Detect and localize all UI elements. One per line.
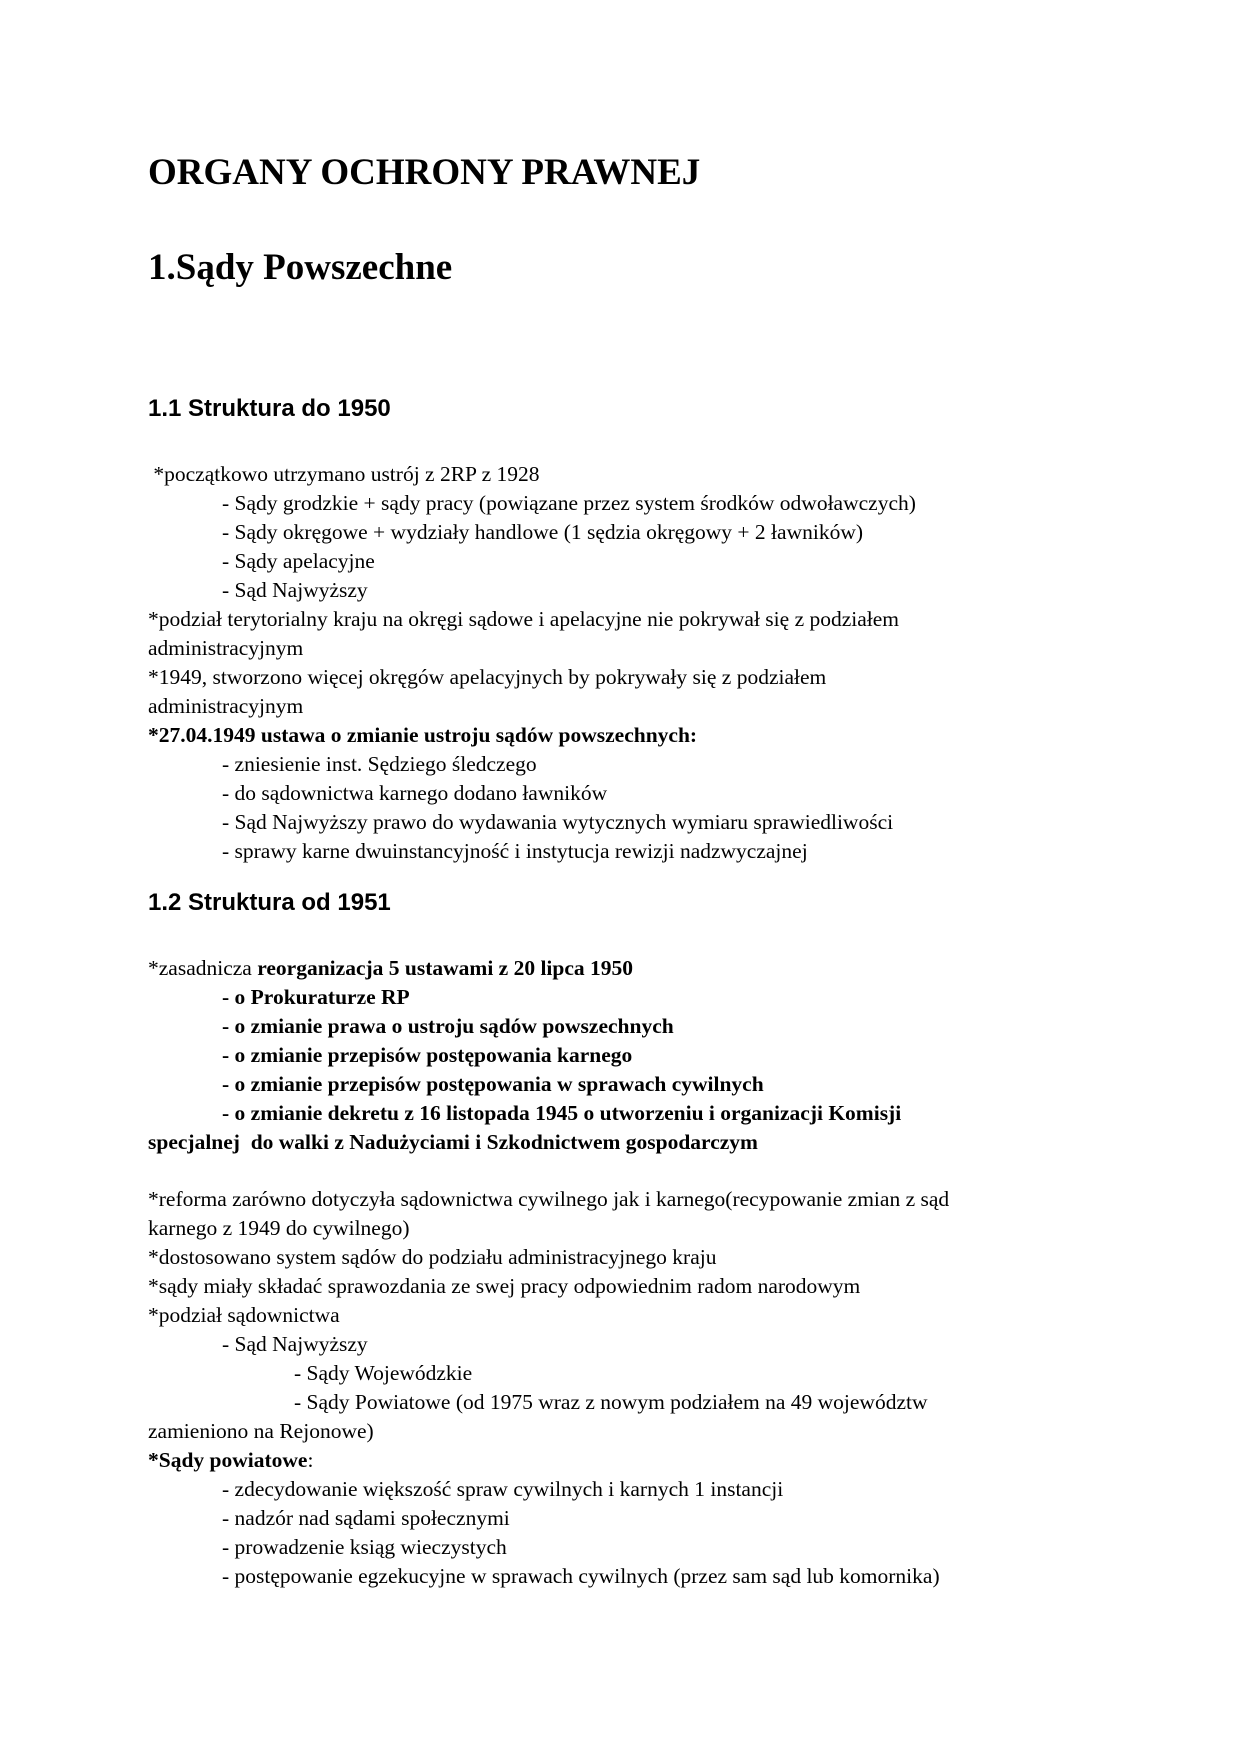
list-item-division-cont: zamieniono na Rejonowe) [148, 1419, 374, 1443]
reorganization-bold: reorganizacja 5 ustawami z 20 lipca 1950 [257, 956, 634, 980]
list-item-act: - Sąd Najwyższy prawo do wydawania wytycznych wymiaru sprawiedliwości [222, 810, 894, 834]
list-item-court: - Sądy grodzkie + sądy pracy (powiązane przez system środków odwoławczych) [222, 491, 916, 515]
district-courts-colon: : [307, 1448, 314, 1472]
paragraph-territorial-cont: administracyjnym [148, 636, 304, 660]
list-item-division: - Sąd Najwyższy [222, 1332, 368, 1356]
list-item-law: - o zmianie prawa o ustroju sądów powszechnych [222, 1014, 674, 1038]
list-item-court: - Sąd Najwyższy [222, 578, 368, 602]
paragraph-1949-cont: administracyjnym [148, 694, 304, 718]
list-item-act: - do sądownictwa karnego dodano ławników [222, 781, 608, 805]
paragraph-reform: *reforma zarówno dotyczyła sądownictwa cywilnego jak i karnego(recypowanie zmian z sąd [148, 1187, 950, 1211]
paragraph-reports: *sądy miały składać sprawozdania ze swej pracy odpowiednim radom narodowym [148, 1274, 861, 1298]
subsection-heading-1-2: 1.2 Struktura od 1951 [148, 889, 391, 916]
list-item-law: - o zmianie przepisów postępowania w sprawach cywilnych [222, 1072, 764, 1096]
list-item-division: - Sądy Powiatowe (od 1975 wraz z nowym podziałem na 49 województw [294, 1390, 928, 1414]
list-item-act: - sprawy karne dwuinstancyjność i instytucja rewizji nadzwyczajnej [222, 839, 808, 863]
subsection-heading-1-1: 1.1 Struktura do 1950 [148, 395, 391, 422]
list-item-district: - postępowanie egzekucyjne w sprawach cywilnych (przez sam sąd lub komornika) [222, 1564, 940, 1588]
list-item-district: - nadzór nad sądami społecznymi [222, 1506, 510, 1530]
list-item-law: - o zmianie dekretu z 16 listopada 1945 o utworzeniu i organizacji Komisji [222, 1101, 902, 1125]
act-heading: *27.04.1949 ustawa o zmianie ustroju sądów powszechnych: [148, 723, 698, 747]
reorganization-prefix: *zasadnicza [148, 956, 258, 980]
list-item-law: - o Prokuraturze RP [222, 985, 410, 1009]
paragraph-intro: *początkowo utrzymano ustrój z 2RP z 1928 [148, 462, 540, 486]
list-item-act: - zniesienie inst. Sędziego śledczego [222, 752, 537, 776]
list-item-law: - o zmianie przepisów postępowania karnego [222, 1043, 633, 1067]
paragraph-adjusted: *dostosowano system sądów do podziału administracyjnego kraju [148, 1245, 717, 1269]
document-title: ORGANY OCHRONY PRAWNEJ [148, 152, 701, 193]
list-item-district: - prowadzenie ksiąg wieczystych [222, 1535, 507, 1559]
paragraph-1949: *1949, stworzono więcej okręgów apelacyjnych by pokrywały się z podziałem [148, 665, 827, 689]
section-heading-1: 1.Sądy Powszechne [148, 247, 453, 288]
list-item-law-cont: specjalnej do walki z Nadużyciami i Szkodnictwem gospodarczym [148, 1130, 758, 1154]
list-item-division: - Sądy Wojewódzkie [294, 1361, 473, 1385]
paragraph-reform-cont: karnego z 1949 do cywilnego) [148, 1216, 410, 1240]
list-item-court: - Sądy okręgowe + wydziały handlowe (1 sędzia okręgowy + 2 ławników) [222, 520, 864, 544]
list-item-district: - zdecydowanie większość spraw cywilnych i karnych 1 instancji [222, 1477, 784, 1501]
paragraph-reorganization [148, 954, 633, 983]
paragraph-division: *podział sądownictwa [148, 1303, 340, 1327]
district-courts-heading [148, 1446, 313, 1475]
list-item-court: - Sądy apelacyjne [222, 549, 375, 573]
district-courts-heading-bold: *Sądy powiatowe [148, 1448, 308, 1472]
paragraph-territorial: *podział terytorialny kraju na okręgi sądowe i apelacyjne nie pokrywał się z podziałem [148, 607, 900, 631]
